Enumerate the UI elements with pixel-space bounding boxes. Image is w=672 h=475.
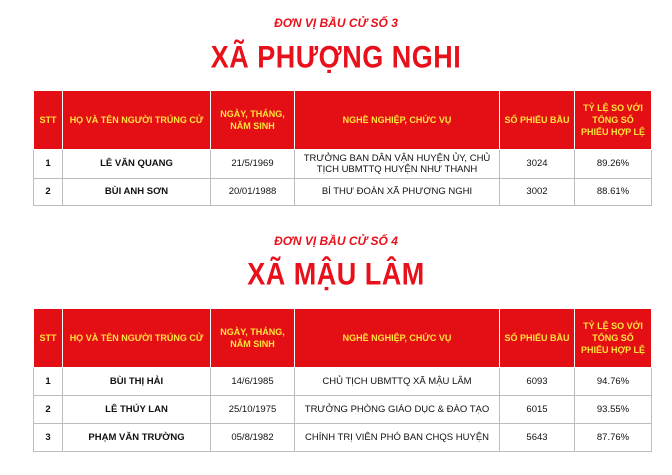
cell-job: TRƯỞNG BAN DÂN VẬN HUYỆN ỦY, CHỦ TỊCH UBMTTQ HUYỆN NHƯ THANH bbox=[295, 150, 500, 179]
cell-name: LÊ VĂN QUANG bbox=[63, 150, 211, 179]
header-stt: STT bbox=[34, 91, 63, 150]
results-table-unit-3 bbox=[33, 90, 652, 206]
cell-ratio: 94.76% bbox=[575, 368, 652, 396]
header-ratio: TỶ LỆ SO VỚI TỔNG SỐ PHIẾU HỢP LỆ bbox=[575, 309, 652, 368]
cell-stt: 1 bbox=[34, 150, 63, 179]
cell-dob: 14/6/1985 bbox=[211, 368, 295, 396]
cell-ratio: 87.76% bbox=[575, 424, 652, 452]
header-dob: NGÀY, THÁNG, NĂM SINH bbox=[211, 91, 295, 150]
cell-votes: 6093 bbox=[500, 368, 575, 396]
cell-votes: 6015 bbox=[500, 396, 575, 424]
cell-votes: 3002 bbox=[500, 179, 575, 206]
cell-job: TRƯỞNG PHÒNG GIÁO DỤC & ĐÀO TẠO bbox=[295, 396, 500, 424]
table-row bbox=[34, 424, 652, 452]
cell-name: LÊ THÚY LAN bbox=[63, 396, 211, 424]
cell-ratio: 93.55% bbox=[575, 396, 652, 424]
cell-votes: 3024 bbox=[500, 150, 575, 179]
table-row bbox=[34, 368, 652, 396]
cell-ratio: 88.61% bbox=[575, 179, 652, 206]
cell-job: CHỦ TỊCH UBMTTQ XÃ MẬU LÂM bbox=[295, 368, 500, 396]
results-table-unit-4 bbox=[33, 308, 652, 452]
cell-stt: 1 bbox=[34, 368, 63, 396]
unit-label-4: ĐƠN VỊ BẦU CỬ SỐ 4 bbox=[274, 234, 398, 248]
header-name: HỌ VÀ TÊN NGƯỜI TRÚNG CỬ bbox=[63, 91, 211, 150]
table-row bbox=[34, 150, 652, 179]
cell-dob: 21/5/1969 bbox=[211, 150, 295, 179]
table-row bbox=[34, 179, 652, 206]
cell-dob: 25/10/1975 bbox=[211, 396, 295, 424]
header-job: NGHỀ NGHIỆP, CHỨC VỤ bbox=[295, 309, 500, 368]
cell-votes: 5643 bbox=[500, 424, 575, 452]
commune-title-mau-lam: XÃ MẬU LÂM bbox=[247, 256, 425, 292]
cell-stt: 2 bbox=[34, 396, 63, 424]
header-name: HỌ VÀ TÊN NGƯỜI TRÚNG CỬ bbox=[63, 309, 211, 368]
cell-name: BÙI THỊ HẢI bbox=[63, 368, 211, 396]
header-votes: SỐ PHIẾU BẦU bbox=[500, 309, 575, 368]
cell-dob: 05/8/1982 bbox=[211, 424, 295, 452]
cell-job: BÍ THƯ ĐOÀN XÃ PHƯỢNG NGHI bbox=[295, 179, 500, 206]
cell-name: PHẠM VĂN TRƯỜNG bbox=[63, 424, 211, 452]
header-ratio: TỶ LỆ SO VỚI TỔNG SỐ PHIẾU HỢP LỆ bbox=[575, 91, 652, 150]
header-votes: SỐ PHIẾU BẦU bbox=[500, 91, 575, 150]
cell-job: CHÍNH TRỊ VIÊN PHÓ BAN CHQS HUYỆN bbox=[295, 424, 500, 452]
commune-title-phuong-nghi: XÃ PHƯỢNG NGHI bbox=[210, 39, 462, 75]
cell-name: BÙI ANH SƠN bbox=[63, 179, 211, 206]
table-header-row bbox=[34, 91, 652, 150]
cell-stt: 3 bbox=[34, 424, 63, 452]
cell-dob: 20/01/1988 bbox=[211, 179, 295, 206]
header-dob: NGÀY, THÁNG, NĂM SINH bbox=[211, 309, 295, 368]
table-header-row bbox=[34, 309, 652, 368]
header-job: NGHỀ NGHIỆP, CHỨC VỤ bbox=[295, 91, 500, 150]
cell-stt: 2 bbox=[34, 179, 63, 206]
unit-label-3: ĐƠN VỊ BẦU CỬ SỐ 3 bbox=[274, 16, 398, 30]
header-stt: STT bbox=[34, 309, 63, 368]
cell-ratio: 89.26% bbox=[575, 150, 652, 179]
table-row bbox=[34, 396, 652, 424]
